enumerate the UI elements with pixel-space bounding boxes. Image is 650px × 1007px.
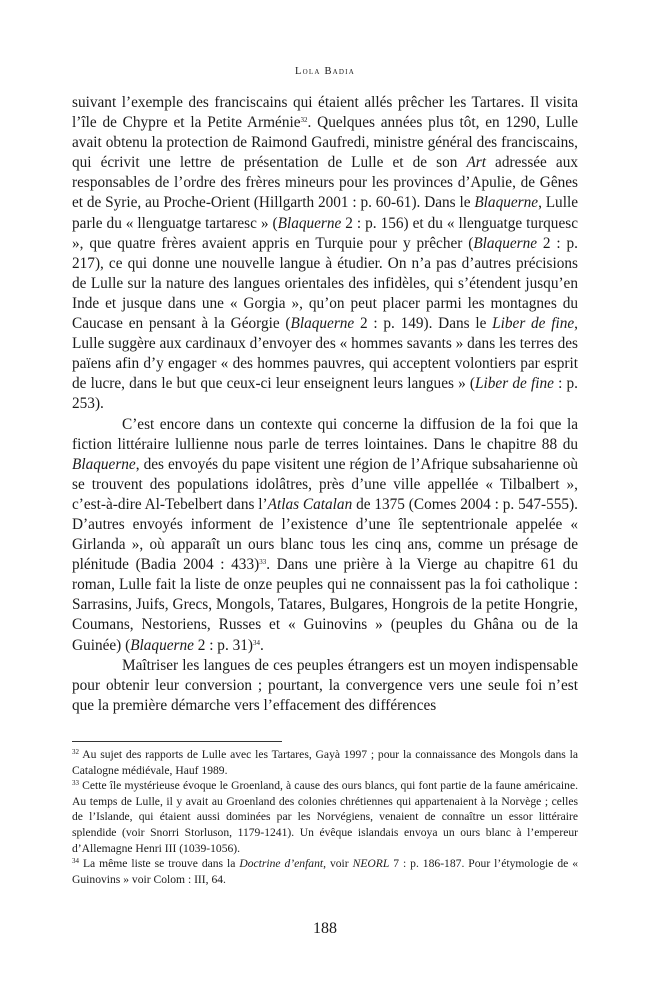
work-title: Blaquerne (290, 315, 355, 333)
work-title: Blaquerne (473, 234, 538, 252)
work-title: Art (466, 154, 486, 172)
footnote-number: 33 (72, 779, 79, 788)
footnote-32 (72, 747, 578, 778)
text-run: , Lulle parle du « llenguatge tartaresc » ( (72, 194, 578, 232)
footnote-34 (72, 856, 578, 887)
work-title: NEORL (352, 857, 390, 871)
work-title: Liber de fine (475, 375, 554, 393)
text-run: 2 : p. 217), ce qui donne une nouvelle langue à étudier. On n’a pas d’autres précisions de Lulle sur la nature des langues orientales des infidèles, qui s’étendent jusqu’en Inde et jusque dans une « Gorgia », qu’on peut placer parmi les montagnes du Caucase en pensant à la Géorgie ( (72, 234, 579, 333)
text-run: . Quelques années plus tôt, en 1290, Lulle avait obtenu la protection de Raimond Gaufredi, ministre général des franciscains, qui écrivit une lettre de présentation de Lulle et de son (72, 114, 578, 172)
footnote-separator (72, 741, 282, 742)
work-title: Doctrine d’enfant (239, 857, 324, 871)
body-text (72, 93, 578, 716)
work-title: Liber de fine (492, 315, 575, 333)
footnote-text: 7 : p. 186-187. Pour l’étymologie de « Guinovins » voir Colom : III, 64. (72, 857, 579, 886)
footnote-text: , voir (323, 857, 353, 871)
text-run: . (259, 636, 264, 654)
text-run: , des envoyés du pape visitent une région de l’Afrique subsaharienne où se trouvent des populations idolâtres, près d’une ville appellée « Tilbalbert », c’est-à-dire Al-Tebelbert dans l’ (72, 455, 578, 513)
work-title: Blaquerne (474, 194, 539, 212)
footnote-text: Au sujet des rapports de Lulle avec les Tartares, Gayà 1997 ; pour la connaissance des Mongols dans la Catalogne médiévale, Hauf 1989. (72, 748, 578, 777)
text-run: adressée aux responsables de l’ordre des frères mineurs pour les provinces d’Apulie, de Gênes et de Syrie, au Proche-Orient (Hillgarth 2001 : p. 60-61). Dans le (72, 154, 578, 212)
work-title: Blaquerne (72, 455, 136, 473)
work-title: Atlas Catalan (267, 495, 353, 513)
paragraph (72, 415, 578, 656)
footnote-ref-34[interactable]: 34 (252, 638, 260, 647)
work-title: Blaquerne (277, 214, 342, 232)
paragraph (72, 93, 578, 415)
text-run: suivant l’exemple des franciscains qui étaient allés prêcher les Tartares. Il visita l’île de Chypre et la Petite Arménie (72, 94, 578, 132)
text-run: 2 : p. 156) et du « llenguatge turquesc », que quatre frères avaient appris en Turquie pour y prêcher ( (72, 214, 578, 252)
footnotes (72, 747, 578, 887)
footnote-ref-33[interactable]: 33 (259, 558, 267, 567)
text-run: de 1375 (Comes 2004 : p. 547-555). D’autres envoyés informent de l’existence d’une île septentrionale appelée « Girlanda », où apparaît un ours blanc tous les cinq ans, comme un présage de plénitude (Badia 2004 : 433) (72, 495, 578, 574)
page-number: 188 (313, 920, 337, 937)
paragraph (72, 656, 578, 716)
text-run: , Lulle suggère aux cardinaux d’envoyer des « hommes savants » dans les terres des païens afin d’y engager « des hommes pauvres, qui acceptent volontiers par esprit de lucre, dans le but que ceux-ci leur enseignent leurs langues » ( (72, 315, 578, 393)
footnote-number: 32 (72, 748, 79, 756)
footnote-ref-32[interactable]: 32 (300, 116, 308, 125)
text-run: C’est encore dans un contexte qui concerne la diffusion de la foi que la fiction littéraire lullienne nous parle de terres lointaines. Dans le chapitre 88 du (72, 415, 578, 453)
book-page (72, 0, 578, 1007)
footnote-text: La même liste se trouve dans la (79, 857, 240, 871)
work-title: Blaquerne (130, 636, 194, 654)
text-run: Maîtriser les langues de ces peuples étrangers est un moyen indispensable pour obtenir leur conversion ; pourtant, la convergence vers une seule foi n’est que la première démarche vers l’effacement des différences (72, 656, 578, 714)
text-run: 2 : p. 31) (193, 636, 253, 654)
text-run: 2 : p. 149). Dans le (354, 315, 493, 333)
running-head: Lola Badia (295, 66, 355, 77)
text-run: . Dans une prière à la Vierge au chapitre 61 du roman, Lulle fait la liste de onze peuples qui ne connaissent pas la foi catholique : Sarrasins, Juifs, Grecs, Mongols, Tatares, Bulgares, Hongrois de la petite Hongrie, Coumans, Nestoriens, Russes et « Guinovins » (peuples du Ghâna ou de la Guinée) ( (72, 556, 578, 654)
footnote-text: Cette île mystérieuse évoque le Groenland, à cause des ours blancs, qui font partie de la faune américaine. Au temps de Lulle, il y avait au Groenland des colonies chrétiennes qui appartenaient à la Norvège ; celles de l’Islande, qui étaient aussi dominées par les Norvégiens, venaient de connaître un essor littéraire splendide (voir Snorri Storluson, 1179-1241). Un évêque islandais envoya un ours blanc à l’empereur d’Allemagne Henri III (1039-1056). (72, 779, 578, 855)
footnote-33 (72, 778, 578, 856)
footnote-number: 34 (72, 857, 79, 866)
text-run: : p. 253). (72, 375, 578, 413)
